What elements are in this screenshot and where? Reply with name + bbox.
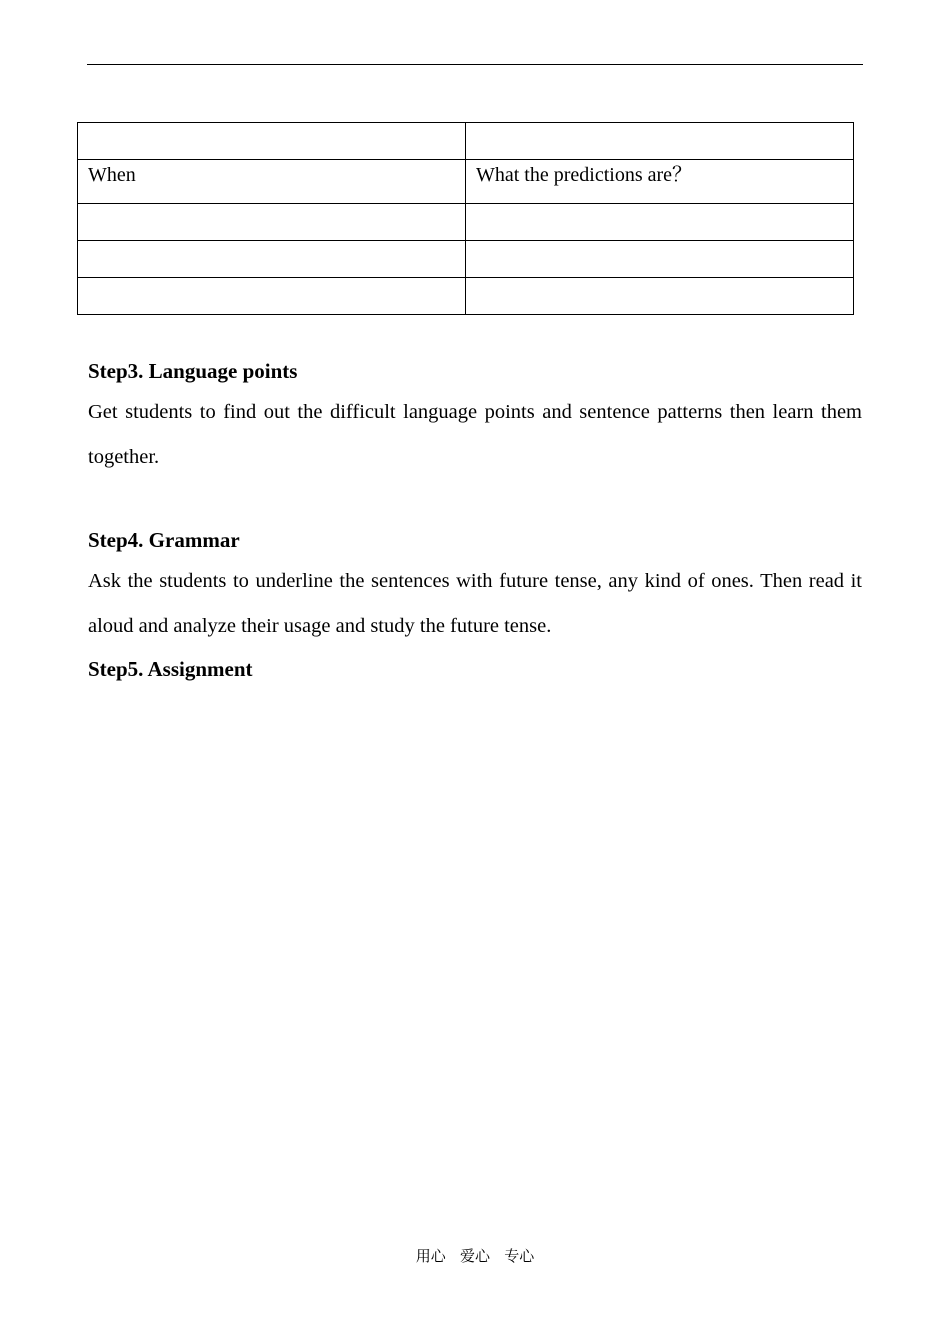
table-header-row (78, 160, 854, 204)
table-cell (466, 241, 854, 278)
table-cell (466, 278, 854, 315)
table-header-when: When (78, 160, 466, 204)
table-row (78, 204, 854, 241)
table-cell (466, 123, 854, 160)
step5-heading: Step5. Assignment (88, 657, 253, 681)
step4-text: Ask the students to underline the sentences with future tense, any kind of ones. Then read it aloud and analyze their usage and study the future tense. (88, 570, 862, 637)
table-header-predictions: What the predictions are？ (466, 160, 854, 204)
step4-section (88, 528, 862, 648)
table-row (78, 241, 854, 278)
table-cell (78, 241, 466, 278)
step3-heading: Step3. Language points (88, 359, 298, 383)
table-cell (78, 204, 466, 241)
page-footer: 用心 爱心 专心 (415, 1247, 535, 1265)
step3-section (88, 359, 862, 479)
predictions-table (77, 122, 854, 315)
step5-section (88, 657, 862, 681)
table-cell (78, 123, 466, 160)
header-rule (87, 64, 863, 65)
table-row (78, 123, 854, 160)
table-cell (78, 278, 466, 315)
table-cell (466, 204, 854, 241)
step4-heading: Step4. Grammar (88, 528, 240, 552)
table-row (78, 278, 854, 315)
step3-text: Get students to find out the difficult language points and sentence patterns then learn them together. (88, 401, 862, 468)
